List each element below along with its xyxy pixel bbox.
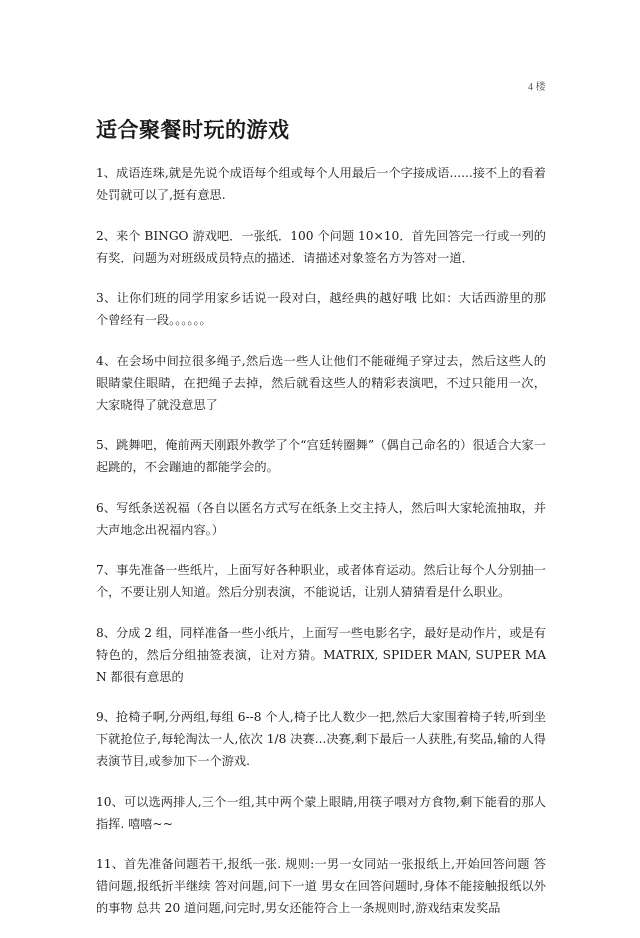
paragraph-5: 5、跳舞吧，俺前两天刚跟外教学了个“宫廷转圈舞”（偶自己命名的）很适合大家一起跳的，不会蹦迪的都能学会的。 (96, 438, 546, 474)
paragraph-1: 1、成语连珠,就是先说个成语每个组或每个人用最后一个字接成语......接不上的看着处罚就可以了,挺有意思. (96, 166, 546, 202)
paragraph-9: 9、抢椅子啊,分两组,每组 6--8 个人,椅子比人数少一把,然后大家围着椅子转,听到坐下就抢位子,每轮淘汰一人,依次 1/8 决赛...决赛,剩下最后一人获胜,有奖品,输的人得表演节目,或参加下一个游戏. (96, 710, 546, 768)
paragraph-10: 10、可以选两排人,三个一组,其中两个蒙上眼睛,用筷子喂对方食物,剩下能看的那人指挥. 嘻嘻~~ (96, 794, 546, 831)
paragraph-3: 3、让你们班的同学用家乡话说一段对白，越经典的越好哦 比如：大话西游里的那个曾经有一段。。。。。。 (96, 291, 546, 327)
paragraph-7: 7、事先准备一些纸片，上面写好各种职业，或者体育运动。然后让每个人分别抽一个，不要让别人知道。然后分别表演，不能说话，让别人猜猜看是什么职业。 (96, 563, 546, 599)
paragraph-8: 8、分成 2 组，同样准备一些小纸片，上面写一些电影名字，最好是动作片，或是有特色的，然后分组抽签表演，让对方猜。MATRIX, SPIDER MAN, SUPER MAN 都很有意思的 (96, 625, 546, 684)
floor-label: 4 楼 (528, 82, 546, 93)
paragraph-6: 6、写纸条送祝福（各自以匿名方式写在纸条上交主持人，然后叫大家轮流抽取，并大声地念出祝福内容。） (96, 500, 546, 537)
paragraph-4: 4、在会场中间拉很多绳子,然后选一些人让他们不能碰绳子穿过去，然后这些人的眼睛蒙住眼睛，在把绳子去掉，然后就看这些人的精彩表演吧，不过只能用一次，大家晓得了就没意思了 (96, 353, 546, 412)
article-body (96, 162, 546, 938)
paragraph-11: 11、首先准备问题若干,报纸一张. 规则:一男一女同站一张报纸上,开始回答问题 答错问题,报纸折半继续 答对问题,问下一道 男女在回答问题时,身体不能接触报纸以外的事物 总共 20 道问题,问完时,男女还能符合上一条规则时,游戏结束发奖品 (96, 857, 546, 915)
page-title: 适合聚餐时玩的游戏 (96, 117, 290, 142)
paragraph-2: 2、来个 BINGO 游戏吧．一张纸．100 个问题 10×10．首先回答完一行或一列的有奖．问题为对班级成员特点的描述．请描述对象签名方为答对一道． (96, 228, 546, 265)
